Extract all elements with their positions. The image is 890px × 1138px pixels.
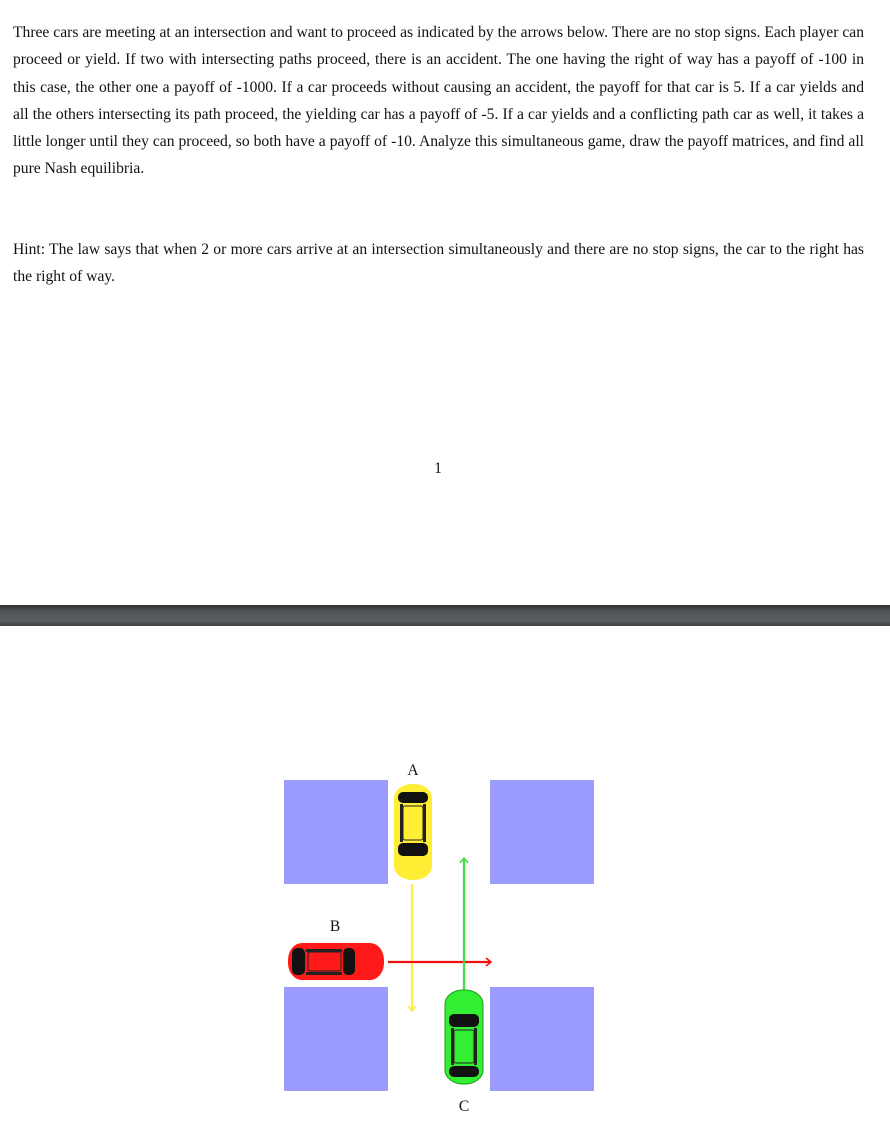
intersection-diagram — [0, 626, 890, 1138]
car-c-label: C — [458, 1098, 470, 1115]
car-a-label: A — [407, 762, 419, 779]
car-b-icon — [288, 943, 384, 980]
block-bottom-left — [284, 987, 388, 1091]
car-a-icon — [394, 784, 432, 880]
page-number: 1 — [434, 460, 442, 477]
page-2 — [0, 626, 890, 1138]
block-top-left — [284, 780, 388, 884]
block-top-right — [490, 780, 594, 884]
car-b-label: B — [329, 918, 341, 935]
hint-text: Hint: The law says that when 2 or more cars arrive at an intersection simultaneously and there are no stop signs, the car to the right has the right of way. — [13, 241, 864, 286]
block-bottom-right — [490, 987, 594, 1091]
car-c-icon — [445, 990, 483, 1084]
problem-statement: Three cars are meeting at an intersection and want to proceed as indicated by the arrows below. There are no stop signs. Each player can proceed or yield. If two with intersecting paths proceed, there is an accident. The one having the right of way has a payoff of -100 in this case, the other one a payoff of -1000. If a car proceeds without causing an accident, the payoff for that car is 5. If a car yields and all the others intersecting its path proceed, the yielding car has a payoff of -5. If a car yields and a conflicting path car as well, it takes a little longer until they can proceed, so both have a payoff of -10. Analyze this simultaneous game, draw the payoff matrices, and find all pure Nash equilibria. — [13, 24, 864, 178]
page-separator — [0, 605, 890, 626]
